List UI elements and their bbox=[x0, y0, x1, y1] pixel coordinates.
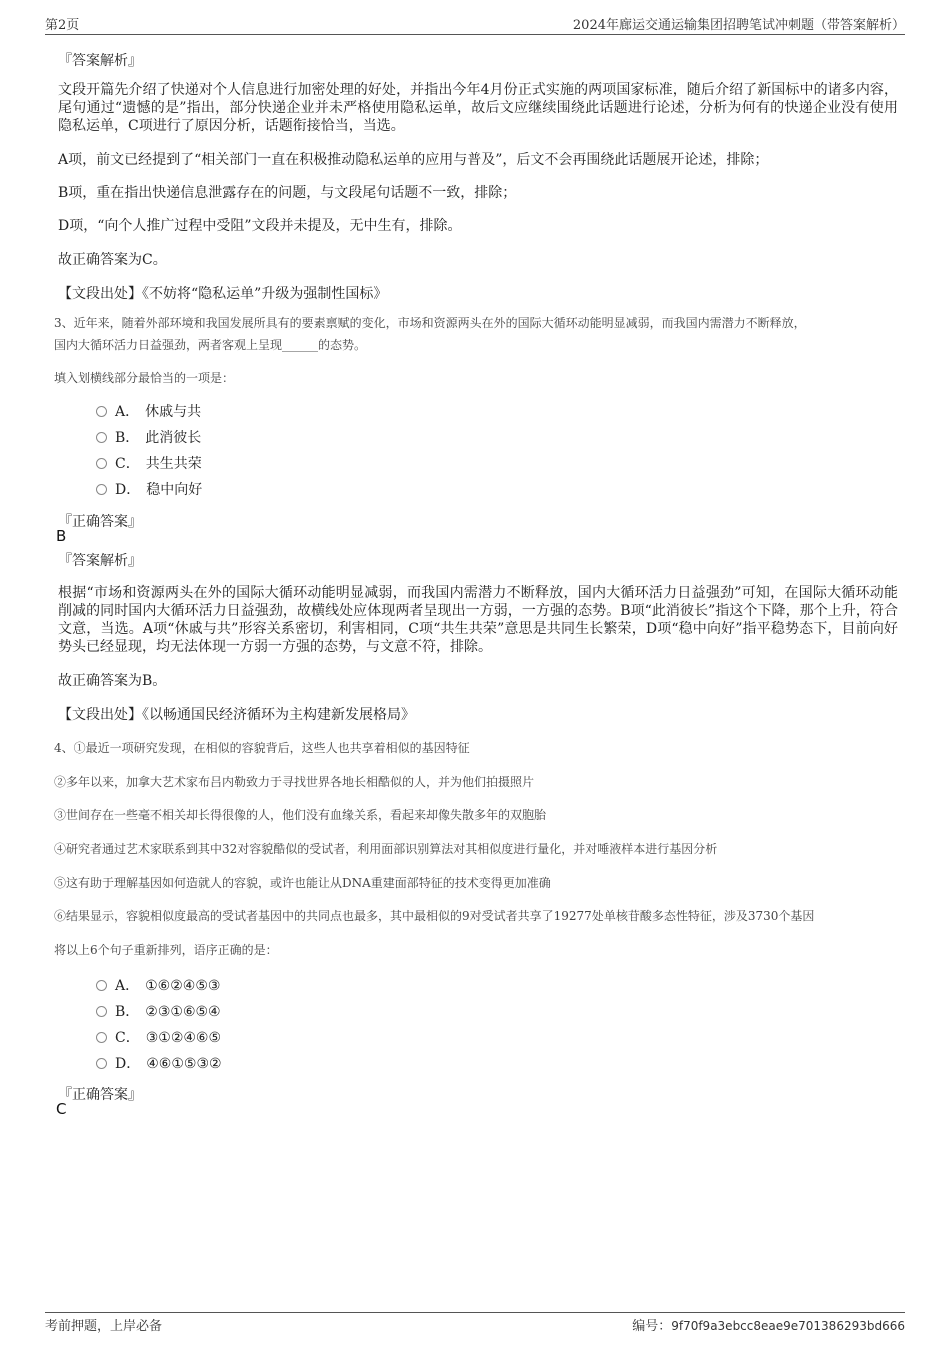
q2-option-a-analysis: A项，前文已经提到了“相关部门一直在积极推动隐私运单的应用与普及”，后文不会再围绕此话题展开论述，排除； bbox=[58, 152, 769, 168]
radio-icon[interactable] bbox=[96, 484, 107, 495]
q3-option-c[interactable]: C． 共生共荣 bbox=[96, 454, 202, 474]
q4-sentence-4: ④研究者通过艺术家联系到其中32对容貌酷似的受试者，利用面部识别算法对其相似度进行量化，并对唾液样本进行基因分析 bbox=[54, 842, 718, 856]
q2-analysis-text: 文段开篇先介绍了快递对个人信息进行加密处理的好处，并指出今年4月份正式实施的两项国家标准，随后介绍了新国标中的诸多内容，尾句通过“遗憾的是”指出，部分快递企业并未严格使用隐私运单，故后文应继续围绕此话题进行论述，分析为何有的快递企业没有使用隐私运单，C项进行了原因分析，话题衔接恰当，当选。 bbox=[58, 82, 898, 134]
q3-stem-line1: 3、近年来，随着外部环境和我国发展所具有的要素禀赋的变化，市场和资源两头在外的国际大循环动能明显减弱，而我国内需潜力不断释放， bbox=[54, 316, 806, 330]
q4-sentence-1: 4、①最近一项研究发现，在相似的容貌背后，这些人也共享着相似的基因特征 bbox=[54, 741, 470, 755]
q3-blank: ______ bbox=[282, 338, 319, 352]
q3-source: 【文段出处】《以畅通国民经济循环为主构建新发展格局》 bbox=[58, 707, 415, 723]
q4-sentence-2: ②多年以来，加拿大艺术家布吕内勒致力于寻找世界各地长相酷似的人，并为他们拍摄照片 bbox=[54, 775, 535, 789]
q3-stem-line2 bbox=[54, 334, 904, 356]
page-number: 第2页 bbox=[45, 18, 80, 33]
footer-slogan: 考前押题，上岸必备 bbox=[45, 1319, 163, 1334]
radio-icon[interactable] bbox=[96, 1058, 107, 1069]
q2-option-b-analysis: B项，重在指出快递信息泄露存在的问题，与文段尾句话题不一致，排除； bbox=[58, 185, 517, 201]
q3-stem-line2-before: 国内大循环活力日益强劲，两者客观上呈现 bbox=[54, 338, 283, 352]
q4-sentence-3: ③世间存在一些毫不相关却长得很像的人，他们没有血缘关系，看起来却像失散多年的双胞胎 bbox=[54, 808, 547, 822]
radio-icon[interactable] bbox=[96, 980, 107, 991]
q4-sentence-6: ⑥结果显示，容貌相似度最高的受试者基因中的共同点也最多，其中最相似的9对受试者共享了19277处单核苷酸多态性特征，涉及3730个基因 bbox=[54, 909, 815, 923]
radio-icon[interactable] bbox=[96, 1032, 107, 1043]
q2-option-d-analysis: D项，“向个人推广过程中受阻”文段并未提及，无中生有，排除。 bbox=[58, 218, 462, 234]
q2-source: 【文段出处】《不妨将“隐私运单”升级为强制性国标》 bbox=[58, 286, 388, 302]
document-code-label: 编号： bbox=[632, 1319, 672, 1334]
q3-stem bbox=[54, 312, 904, 356]
q3-stem-line2-after: 的态势。 bbox=[318, 338, 367, 352]
q3-option-b[interactable]: B． 此消彼长 bbox=[96, 428, 201, 448]
q3-conclusion: 故正确答案为B。 bbox=[58, 673, 167, 689]
q3-correct-answer: B bbox=[56, 527, 67, 545]
radio-icon[interactable] bbox=[96, 1006, 107, 1017]
q3-analysis-text: 根据“市场和资源两头在外的国际大循环动能明显减弱，而我国内需潜力不断释放，国内大循环活力日益强劲”可知，在国际大循环动能削减的同时国内大循环活力日益强劲，故横线处应体现两者呈现出一方弱，一方强的态势。B项“此消彼长”指这个下降，那个上升，符合文意，当选。A项“休戚与共”形容关系密切，利害相同，C项“共生共荣”意思是共同生长繁荣，D项“稳中向好”指平稳势态下，目前向好势头已经显现，均无法体现一方弱一方强的态势，与文意不符，排除。 bbox=[58, 585, 898, 655]
q3-option-d[interactable]: D． 稳中向好 bbox=[96, 480, 202, 500]
q4-correct-label: 『正确答案』 bbox=[58, 1087, 142, 1103]
q2-conclusion: 故正确答案为C。 bbox=[58, 252, 167, 268]
document-code bbox=[632, 1315, 905, 1334]
q4-option-d[interactable]: D． ④⑥①⑤③② bbox=[96, 1054, 222, 1074]
q3-prompt: 填入划横线部分最恰当的一项是： bbox=[54, 371, 235, 385]
radio-icon[interactable] bbox=[96, 406, 107, 417]
q4-option-b[interactable]: B． ②③①⑥⑤④ bbox=[96, 1002, 221, 1022]
q3-correct-label: 『正确答案』 bbox=[58, 514, 142, 530]
q4-correct-answer: C bbox=[56, 1100, 67, 1118]
page-header bbox=[45, 12, 905, 35]
q3-option-a[interactable]: A． 休戚与共 bbox=[96, 402, 201, 422]
q4-sentence-5: ⑤这有助于理解基因如何造就人的容貌，或许也能让从DNA重建面部特征的技术变得更加准确 bbox=[54, 876, 551, 890]
q4-option-c[interactable]: C． ③①②④⑥⑤ bbox=[96, 1028, 221, 1048]
q3-analysis-label: 『答案解析』 bbox=[58, 553, 142, 569]
radio-icon[interactable] bbox=[96, 458, 107, 469]
radio-icon[interactable] bbox=[96, 432, 107, 443]
page-footer bbox=[45, 1312, 905, 1337]
q4-prompt: 将以上6个句子重新排列，语序正确的是： bbox=[54, 943, 278, 957]
q4-option-a[interactable]: A． ①⑥②④⑤③ bbox=[96, 976, 220, 996]
document-code-value: 9f70f9a3ebcc8eae9e701386293bd666 bbox=[671, 1319, 905, 1333]
document-title: 2024年廊运交通运输集团招聘笔试冲刺题（带答案解析） bbox=[572, 18, 905, 33]
q2-analysis-label: 『答案解析』 bbox=[58, 53, 142, 69]
